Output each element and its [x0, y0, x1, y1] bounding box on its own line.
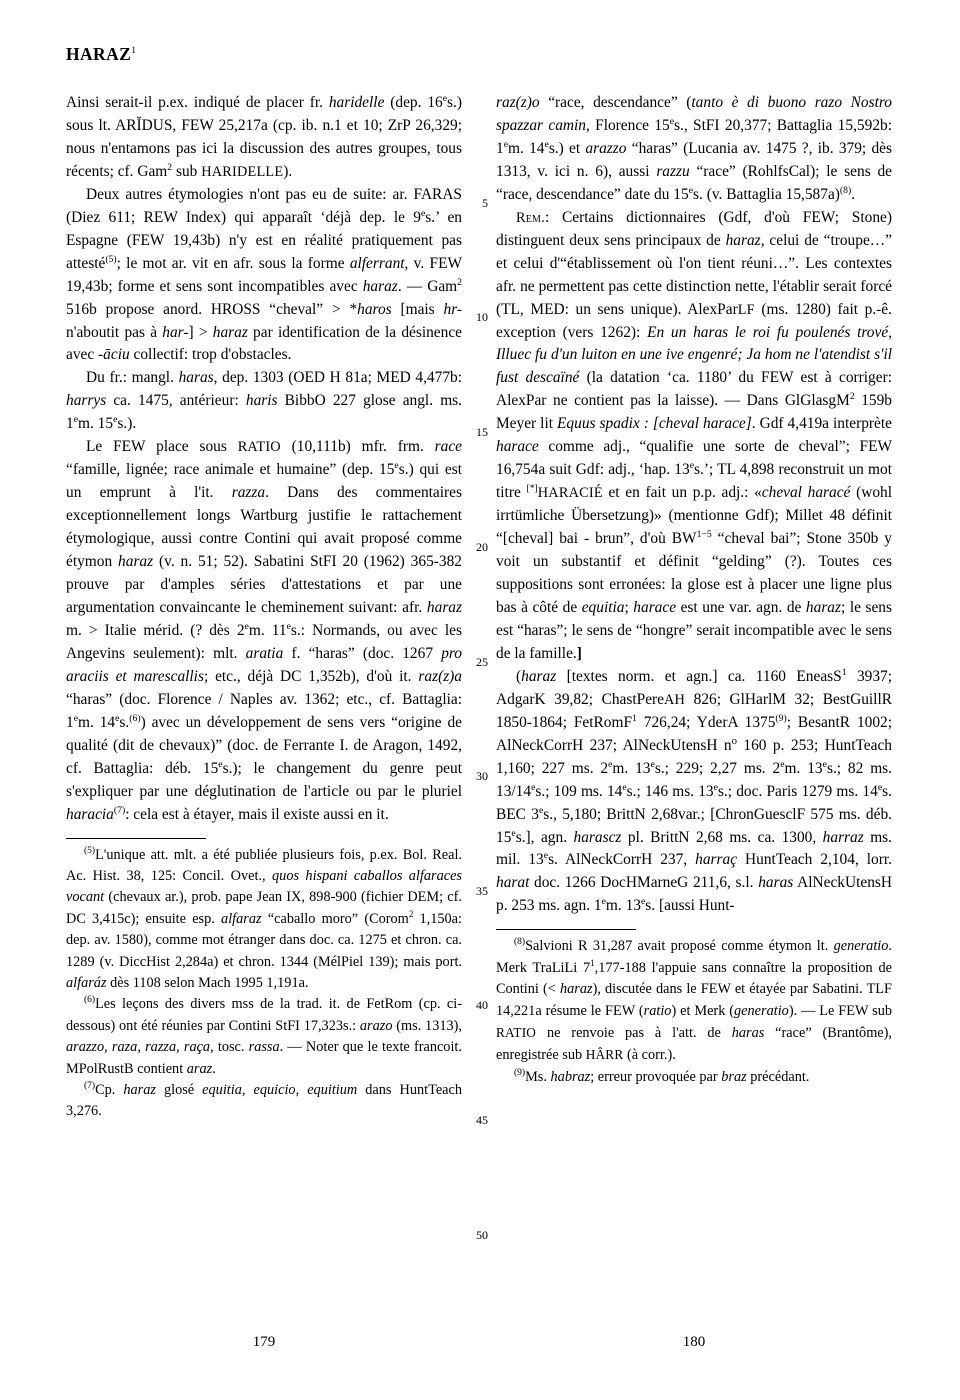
- line-number: 5: [482, 196, 488, 210]
- body-paragraph: (haraz [textes norm. et agn.] ca. 1160 EneasS$^1$ 3937; AdgarK 39,82; ChastPereAH 826; GlHarlM 32; BestGuillR 1850-1864; FetRomF$^1$ 726,24; YderA 1375$^{(9)}$; BesantR 1002; AlNeckCorrH 237; AlNeckUtensH $n^o$ 160 p. 253; HuntTeach 1,160; 227 ms. 2em. 13es.; 229; 2,27 ms. 2em. 13es.; 82 ms. 13/14es.; 109 ms. 14es.; 146 ms. 13es.; doc. Paris 1279 ms. 14es. BEC 3es., 5,180; BrittN 2,68var.; [ChronGuesclF 575 ms. déb. 15es.], agn. harascz pl. BrittN 2,68 ms. ca. 1300, harraz ms. mil. 13es. AlNeckCorrH 237, harraç HuntTeach 2,104, lorr. harat doc. 1266 DocHMarneG 211,6, s.l. haras AlNeckUtensH p. 253 ms. agn. 1em. 13es. [aussi Hunt-: [496, 666, 893, 915]
- headword-superscript: 1: [131, 46, 137, 57]
- body-paragraph: Du fr.: mangl. haras, dep. 1303 (OED H 81a; MED 4,477b: harrys ca. 1475, antérieur: haris BibbO 227 glose angl. ms. 1em. 15es.).: [66, 369, 463, 433]
- left-column-footnotes: [66, 845, 462, 1123]
- folio-number-right: 180: [682, 1334, 706, 1350]
- right-column-body: [496, 92, 892, 918]
- footnote-separator-left: [66, 838, 206, 839]
- left-column-body: [66, 92, 462, 827]
- line-number: 35: [476, 884, 488, 898]
- body-paragraph: Rem.: Certains dictionnaires (Gdf, d'où FEW; Stone) distinguent deux sens principaux de haraz, celui de “troupe…” et celui d'“établissement où l'on tient réuni…”. Les contextes afr. ne permettent pas cette distinction nette, l'établir serait forcé (TL, MED: un sens unique). AlexParLF (ms. 1280) fait p.-ê. exception (vers 1262): En un haras le roi fu poulenés trové, Illuec fu d'un luiton en une ive engenré; Ja hom ne l'atendist s'il fust descaïné (la datation ‘ca. 1180’ du FEW est à corriger: AlexPar ne contient pas la laisse). — Dans GlGlasgM$^2$ 159b Meyer lit Equus spadix : [cheval harace]. Gdf 4,419a interprète harace comme adj., “qualifie une sorte de cheval”; FEW 16,754a suit Gdf: adj., ‘hap. 13es.’; TL 4,898 reconstruit un mot titre [*]HARACIÉ et en fait un p.p. adj.: «cheval haracé (wohl irrtümliche Übersetzung)» (mentionne Gdf); Millet 48 définit “[cheval] bai - brun”, d'où $BW^{1-5}$ “cheval bai”; Stone 350b y voit un substantif et définit “gelding” (?). Toutes ces suppositions sont erronées: la glose est à placer une ligne plus bas à côté de equitia; harace est une var. agn. de haraz; le sens est “haras”; le sens de “hongre” serait incompatible avec le sens de la famille.]: [496, 208, 893, 662]
- left-column: [66, 92, 462, 1123]
- line-number: 15: [476, 425, 488, 439]
- line-number: 40: [476, 998, 488, 1012]
- line-number: 50: [476, 1228, 488, 1242]
- footnote-separator-right: [496, 929, 636, 930]
- body-paragraph: Ainsi serait-il p.ex. indiqué de placer fr. haridelle (dep. 16es.) sous lt. ARĬDUS, FEW 25,217a (cp. ib. n.1 et 10; ZrP 26,329; nous n'entamons pas ici la discussion des autres groupes, tous récents; cf. Gam$^2$ sub HARIDELLE).: [66, 92, 462, 180]
- body-paragraph: Le FEW place sous RATIO (10,111b) mfr. frm. race “famille, lignée; race animale et humaine” (dep. 15es.) qui est un emprunt à l'it. razza. Dans des commentaires exceptionnellement longs Wartburg justifie le rattachement étymologique, aussi contre Contini qui avait proposé comme étymon haraz (v. n. 51; 52). Sabatini StFI 20 (1962) 365-382 prouve par d'amples séries d'attestations et par une argumentation convaincante le cheminement suivant: afr. haraz m. > Italie mérid. (? dès 2em. 11es.: Normands, ou avec les Angevins seulement): mlt. aratia f. “haras” (doc. 1267 pro araciis et marescallis; etc., déjà DC 1,352b), d'où it. raz(z)a “haras” (doc. Florence / Naples av. 1362; etc., cf. Battaglia: 1em. 14es.$^{(6)}$) avec un développement de sens vers “origine de qualité (dit de chevaux)” (doc. de Ferrante I. de Aragon, 1492, cf. Battaglia: déb. 15es.); le changement du genre peut s'expliquer par une déglutination de l'article ou par le pluriel haracia$^{(7)}$: cela est à étayer, mais il existe aussi en it.: [66, 438, 463, 823]
- line-number: 20: [476, 540, 488, 554]
- footnote: $^{(9)}$Ms. habraz; erreur provoquée par braz précédant.: [514, 1067, 810, 1085]
- footnote: $^{(5)}$L'unique att. mlt. a été publiée plusieurs fois, p.ex. Bol. Real. Ac. Hist. 38, 125: Concil. Ovet., quos hispani caballos alfaraces vocant (chevaux ar.), prob. pape Jean IX, 898-900 (fichier DEM; cf. DC 3,415c); ensuite esp. alfaraz “caballo moro” (Corom$^2$ 1,150a: dep. av. 1580), comme mot étranger dans doc. ca. 1275 et chron. ca. 1289 (v. DiccHist 2,284a) et chron. 1344 (MélPiel 139); mais port. alfaráz dès 1108 selon Mach 1995 1,191a.: [66, 845, 462, 991]
- footnote: $^{(6)}$Les leçons des divers mss de la trad. it. de FetRom (cp. ci-dessous) ont été réunies par Contini StFI 17,323s.: arazo (ms. 1313), arazzo, raza, razza, raça, tosc. rassa. — Noter que le texte francoit. MPolRustB contient araz.: [66, 995, 462, 1077]
- right-column: [496, 92, 892, 1088]
- body-paragraph: raz(z)o “race, descendance” (tanto è di buono razo Nostro spazzar camin, Florence 15es., StFI 20,377; Battaglia 15,592b: 1em. 14es.) et arazzo “haras” (Lucania av. 1475 ?, ib. 379; dès 1313, v. ici n. 6), aussi razzu “race” (RohlfsCal); le sens de “race, descendance” date du 15es. (v. Battaglia 15,587a)$^{(8)}$.: [496, 94, 892, 203]
- body-paragraph: Deux autres étymologies n'ont pas eu de suite: ar. FARAS (Diez 611; REW Index) qui apparaît ‘déjà dep. le 9es.’ en Espagne (FEW 19,43b) n'y est en réalité pratiquement pas attesté$^{(5)}$; le mot ar. vit en afr. sous la forme alferrant, v. FEW 19,43b; forme et sens sont incompatibles avec haraz. — Gam$^2$ 516b propose anord. HROSS “cheval” > *haros [mais hr- n'aboutit pas à har-] > haraz par identification de la désinence avec -āciu collectif: trop d'obstacles.: [66, 185, 463, 364]
- footnote: $^{(8)}$Salvioni R 31,287 avait proposé comme étymon lt. generatio. Merk TraLiLi $7^1,177-188$ l'appuie sans connaître la proposition de Contini (< haraz), discutée dans le FEW et étayée par Sabatini. TLF 14,221a résume le FEW (ratio) et Merk (generatio). — Le FEW sub RATIO ne renvoie pas à l'att. de haras “race” (Brantôme), enregistrée sub HÂRR (à corr.).: [496, 937, 893, 1064]
- line-number: 10: [476, 310, 488, 324]
- line-number: 25: [476, 655, 488, 669]
- headword-text: HARAZ: [66, 44, 132, 64]
- line-number: 30: [476, 769, 488, 783]
- page-headword: [66, 44, 136, 65]
- folio-number-left: 179: [252, 1334, 276, 1350]
- line-number: 45: [476, 1113, 488, 1127]
- footnote: $^{(7)}$Cp. haraz glosé equitia, equicio, equitium dans HuntTeach 3,276.: [66, 1081, 463, 1120]
- right-column-footnotes: [496, 936, 892, 1088]
